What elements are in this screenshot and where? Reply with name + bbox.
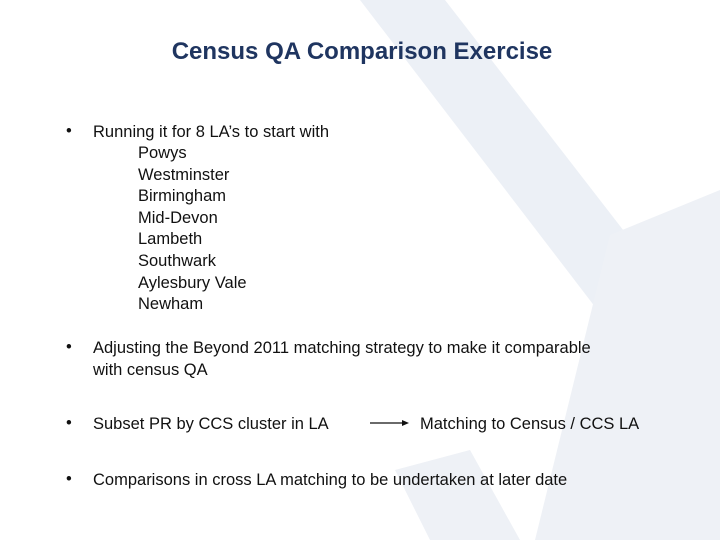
list-item: Birmingham	[138, 187, 227, 206]
bullet-subset-pr: Subset PR by CCS cluster in LA	[93, 415, 329, 433]
list-item: Westminster	[138, 165, 230, 184]
la-list	[138, 143, 247, 316]
list-item: Mid-Devon	[138, 208, 218, 227]
bullet-marker: •	[66, 338, 72, 356]
arrow-right-icon	[370, 417, 410, 429]
bullet-marker: •	[66, 470, 72, 488]
bullet-comparisons: Comparisons in cross LA matching to be undertaken at later date	[93, 471, 568, 489]
list-item: Aylesbury Vale	[138, 273, 247, 292]
bullet-line: Adjusting the Beyond 2011 matching strategy to make it comparable	[93, 339, 591, 357]
list-item: Newham	[138, 295, 204, 314]
bullet-line: with census QA	[93, 360, 208, 379]
bullet-matching-census: Matching to Census / CCS LA	[420, 415, 640, 433]
list-item: Southwark	[138, 251, 216, 270]
bullet-marker: •	[66, 414, 72, 432]
slide-title: Census QA Comparison Exercise	[171, 38, 553, 65]
bullet-adjusting-strategy	[93, 338, 591, 381]
list-item: Powys	[138, 144, 187, 162]
list-item: Lambeth	[138, 230, 203, 249]
bullet-marker: •	[66, 122, 72, 140]
bullet-running-la: Running it for 8 LA’s to start with	[93, 123, 330, 141]
